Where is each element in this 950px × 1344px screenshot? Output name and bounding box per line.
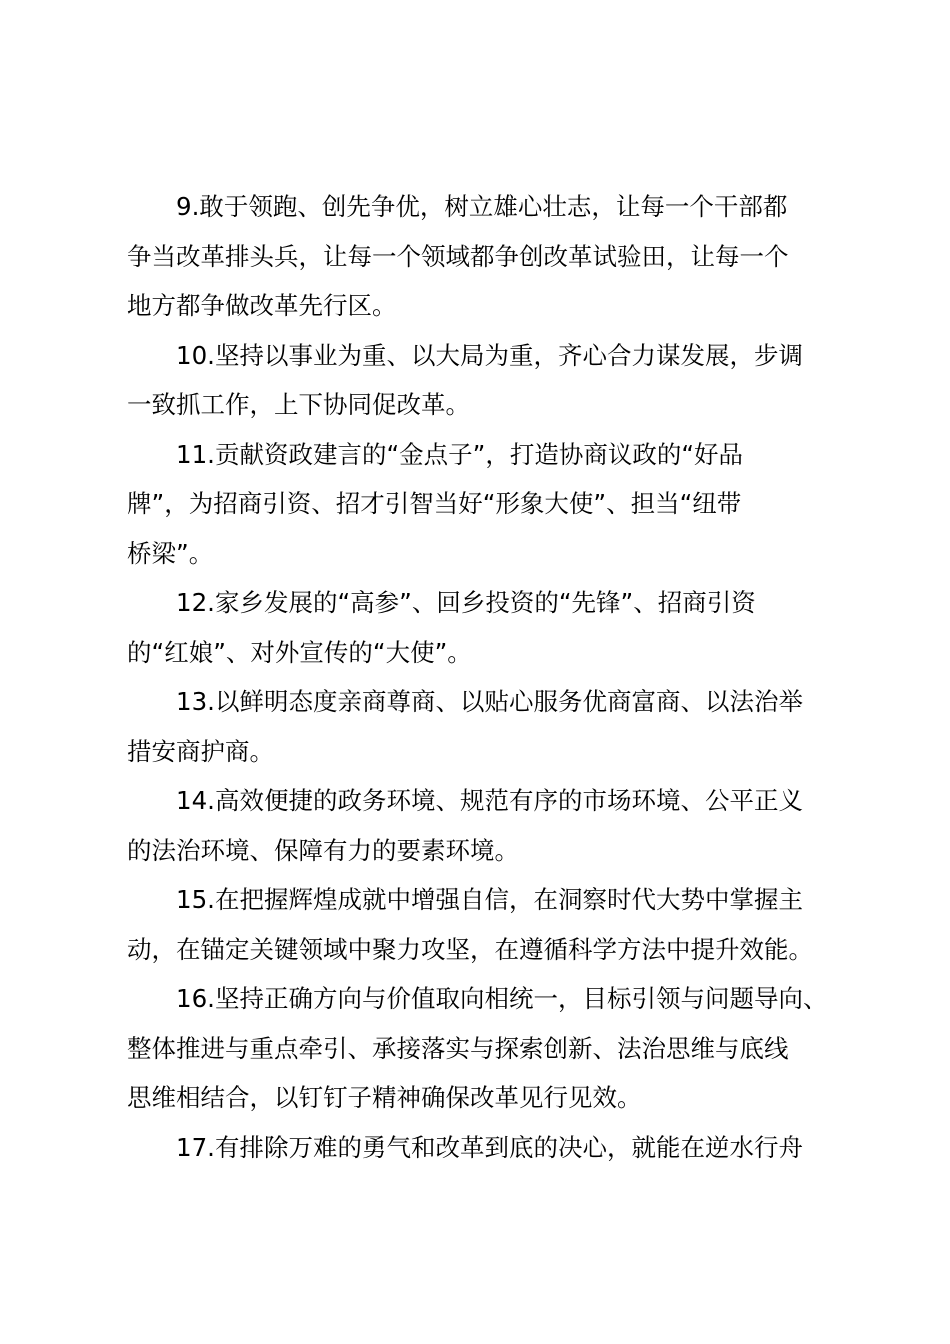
paragraph-line: 牌”，为招商引资、招才引智当好“形象大使”、担当“纽带 — [127, 489, 742, 518]
paragraph-line: 12.家乡发展的“高参”、回乡投资的“先锋”、招商引资 — [176, 588, 756, 617]
paragraph-line: 15.在把握辉煌成就中增强自信，在洞察时代大势中掌握主 — [176, 885, 803, 914]
paragraph-line: 措安商护商。 — [127, 736, 274, 766]
paragraph-line: 17.有排除万难的勇气和改革到底的决心，就能在逆水行舟 — [176, 1132, 803, 1162]
paragraph-9 — [127, 182, 842, 331]
paragraph-line: 地方都争做改革先行区。 — [127, 291, 397, 320]
paragraph-line: 争当改革排头兵，让每一个领域都争创改革试验田，让每一个 — [127, 241, 789, 271]
paragraph-line: 思维相结合，以钉钉子精神确保改革见行见效。 — [127, 1083, 642, 1112]
paragraph-line: 14.高效便捷的政务环境、规范有序的市场环境、公平正义 — [176, 786, 803, 815]
paragraph-line: 13.以鲜明态度亲商尊商、以贴心服务优商富商、以法治举 — [176, 687, 803, 716]
paragraph-line: 整体推进与重点牵引、承接落实与探索创新、法治思维与底线 — [127, 1033, 789, 1063]
paragraph-10 — [127, 331, 842, 430]
paragraph-12 — [127, 578, 842, 677]
paragraph-15 — [127, 875, 842, 974]
paragraph-line: 的“红娘”、对外宣传的“大使”。 — [127, 637, 472, 667]
paragraph-line: 11.贡献资政建言的“金点子”，打造协商议政的“好品 — [176, 439, 744, 469]
paragraph-17 — [127, 1123, 842, 1173]
paragraph-line: 桥梁”。 — [127, 538, 214, 568]
paragraph-16 — [127, 974, 842, 1123]
paragraph-14 — [127, 776, 842, 875]
paragraph-line: 10.坚持以事业为重、以大局为重，齐心合力谋发展，步调 — [176, 340, 803, 370]
paragraph-line: 9.敢于领跑、创先争优，树立雄心壮志，让每一个干部都 — [176, 192, 788, 221]
paragraph-11 — [127, 430, 842, 579]
paragraph-line: 动，在锚定关键领域中聚力攻坚，在遵循科学方法中提升效能。 — [127, 934, 813, 964]
paragraph-line: 16.坚持正确方向与价值取向相统一，目标引领与问题导向、 — [176, 984, 828, 1013]
document-body — [127, 182, 842, 1172]
paragraph-line: 的法治环境、保障有力的要素环境。 — [127, 835, 519, 865]
paragraph-line: 一致抓工作，上下协同促改革。 — [127, 390, 470, 419]
paragraph-13 — [127, 677, 842, 776]
